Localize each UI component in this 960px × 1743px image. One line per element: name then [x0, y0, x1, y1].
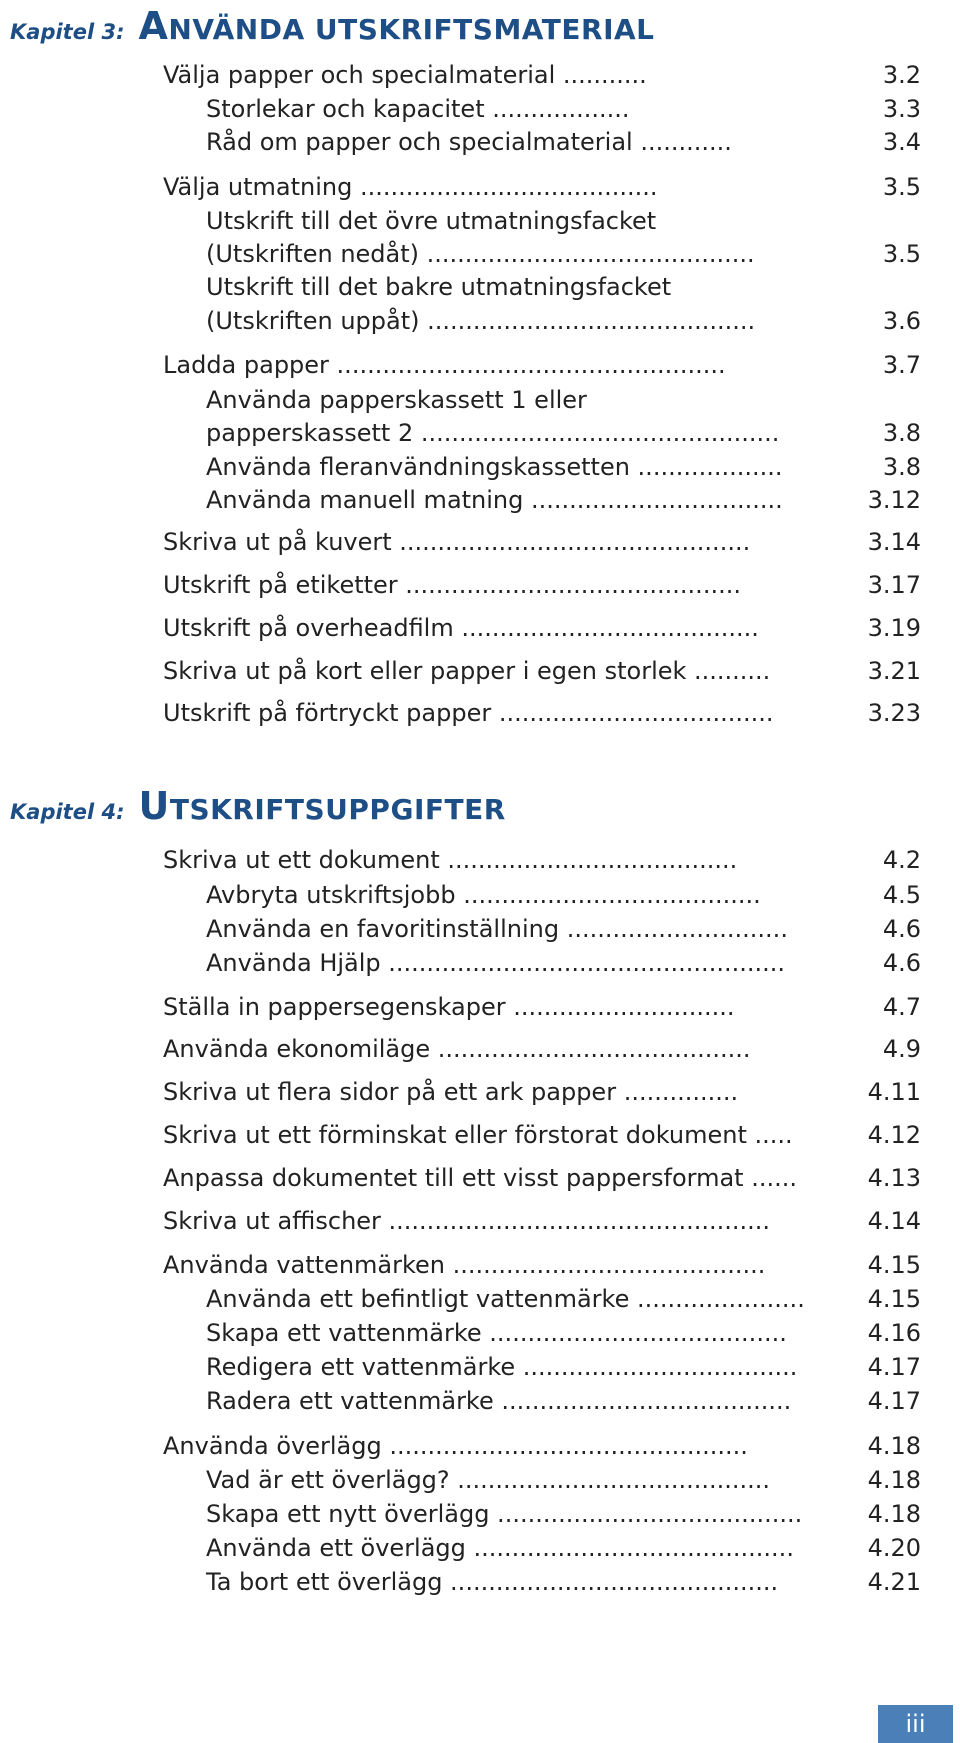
toc-entry: [206, 272, 921, 302]
toc-entry-text: Använda fleranvändningskassetten ...................: [206, 453, 783, 481]
toc-entry-text: Utskrift till det bakre utmatningsfacket: [206, 273, 672, 301]
toc-entry: [163, 527, 921, 557]
chapter-label: Kapitel 4:: [10, 800, 125, 824]
toc-entry-page: 3.19: [867, 614, 921, 642]
toc-entry-text: Använda ett befintligt vattenmärke ......................: [206, 1285, 805, 1313]
toc-entry-text: Skapa ett nytt överlägg ........................................: [206, 1500, 803, 1528]
toc-entry: [163, 1120, 921, 1150]
toc-entry-text: Använda Hjälp ....................................................: [206, 949, 785, 977]
toc-entry-page: 4.12: [867, 1121, 921, 1149]
toc-entry-page: 4.18: [867, 1466, 921, 1494]
toc-entry: [206, 94, 921, 124]
toc-entry-page: 3.2: [882, 61, 921, 89]
toc-entry: [163, 845, 921, 875]
toc-entry-text: Välja utmatning .......................................: [163, 173, 658, 201]
toc-entry-text: Använda överlägg ...............................................: [163, 1432, 748, 1460]
toc-entry: [206, 418, 921, 448]
toc-entry: [163, 1034, 921, 1064]
toc-entry: [163, 350, 921, 380]
toc-entry-text: Radera ett vattenmärke ......................................: [206, 1387, 792, 1415]
chapter-4-header: [0, 780, 960, 830]
toc-entry: [163, 698, 921, 728]
toc-entry-page: 3.4: [882, 128, 921, 156]
toc-entry-text: Utskrift till det övre utmatningsfacket: [206, 207, 657, 235]
toc-entry-text: Skriva ut ett dokument ......................................: [163, 846, 738, 874]
toc-entry-page: 4.18: [867, 1500, 921, 1528]
toc-entry: [163, 1206, 921, 1236]
toc-entry-text: Utskrift på förtryckt papper ....................................: [163, 699, 774, 727]
toc-entry-text: Utskrift på overheadfilm .......................................: [163, 614, 759, 642]
toc-entry-text: (Utskriften nedåt) ...........................................: [206, 240, 755, 268]
toc-entry-text: Ta bort ett överlägg ...........................................: [206, 1568, 779, 1596]
toc-entry-text: Använda vattenmärken .........................................: [163, 1251, 766, 1279]
toc-entry: [163, 613, 921, 643]
toc-entry-text: Ställa in pappersegenskaper .............................: [163, 993, 735, 1021]
toc-entry: [206, 1318, 921, 1348]
toc-entry-text: Vad är ett överlägg? .........................................: [206, 1466, 771, 1494]
toc-entry-text: Råd om papper och specialmaterial ............: [206, 128, 732, 156]
toc-entry: [163, 172, 921, 202]
chapter-title: ANVÄNDA UTSKRIFTSMATERIAL: [138, 4, 655, 48]
toc-entry-page: 4.21: [867, 1568, 921, 1596]
toc-entry-page: 3.23: [867, 699, 921, 727]
toc-entry-text: (Utskriften uppåt) ...........................................: [206, 307, 756, 335]
toc-entry: [163, 1250, 921, 1280]
toc-entry: [163, 570, 921, 600]
toc-entry-text: Använda papperskassett 1 eller: [206, 386, 587, 414]
toc-entry-page: 4.11: [867, 1078, 921, 1106]
toc-entry-page: 4.13: [867, 1164, 921, 1192]
toc-entry: [206, 1386, 921, 1416]
toc-entry-page: 3.12: [867, 486, 921, 514]
toc-entry-page: 3.8: [882, 419, 921, 447]
toc-entry-text: Använda manuell matning .................................: [206, 486, 783, 514]
toc-entry-page: 4.20: [867, 1534, 921, 1562]
toc-entry-text: Ladda papper ...................................................: [163, 351, 726, 379]
toc-entry-page: 4.5: [882, 881, 921, 909]
toc-entry-page: 4.15: [867, 1285, 921, 1313]
toc-entry-text: Storlekar och kapacitet ..................: [206, 95, 630, 123]
toc-entry-text: Använda ekonomiläge .........................................: [163, 1035, 751, 1063]
toc-entry: [206, 127, 921, 157]
toc-entry: [206, 948, 921, 978]
toc-entry: [206, 452, 921, 482]
toc-entry-page: 3.14: [867, 528, 921, 556]
toc-entry: [206, 206, 921, 236]
toc-entry-page: 3.17: [867, 571, 921, 599]
toc-entry: [206, 914, 921, 944]
toc-entry: [206, 1567, 921, 1597]
toc-entry-text: Skapa ett vattenmärke .......................................: [206, 1319, 787, 1347]
chapter-label: Kapitel 3:: [10, 20, 125, 44]
toc-entry-text: Utskrift på etiketter ............................................: [163, 571, 741, 599]
toc-entry-page: 4.15: [867, 1251, 921, 1279]
toc-entry-page: 3.8: [882, 453, 921, 481]
toc-entry-page: 4.7: [882, 993, 921, 1021]
toc-entry-text: Skriva ut ett förminskat eller förstorat dokument .....: [163, 1121, 793, 1149]
toc-entry-page: 4.16: [867, 1319, 921, 1347]
toc-entry: [206, 1352, 921, 1382]
toc-entry-text: Skriva ut flera sidor på ett ark papper ...............: [163, 1078, 739, 1106]
toc-entry-page: 4.17: [867, 1353, 921, 1381]
toc-entry-page: 3.7: [882, 351, 921, 379]
toc-entry-page: 4.6: [882, 915, 921, 943]
chapter-title: UTSKRIFTSUPPGIFTER: [138, 784, 506, 828]
toc-entry-page: 3.5: [882, 173, 921, 201]
toc-entry-text: Välja papper och specialmaterial ...........: [163, 61, 647, 89]
toc-entry: [163, 1077, 921, 1107]
toc-entry: [163, 1163, 921, 1193]
toc-entry-text: Använda en favoritinställning .............................: [206, 915, 788, 943]
toc-entry-page: 4.17: [867, 1387, 921, 1415]
toc-entry-text: papperskassett 2 ...............................................: [206, 419, 780, 447]
toc-entry: [206, 385, 921, 415]
toc-entry: [206, 239, 921, 269]
toc-entry-page: 3.5: [882, 240, 921, 268]
toc-entry-text: Avbryta utskriftsjobb .......................................: [206, 881, 761, 909]
chapter-3-header: [0, 0, 960, 48]
toc-entry: [163, 992, 921, 1022]
toc-entry-page: 4.18: [867, 1432, 921, 1460]
toc-entry-page: 4.14: [867, 1207, 921, 1235]
toc-entry: [163, 60, 921, 90]
toc-entry: [206, 1533, 921, 1563]
toc-entry-page: 3.3: [882, 95, 921, 123]
toc-entry: [206, 485, 921, 515]
toc-entry: [206, 1284, 921, 1314]
toc-entry-page: 3.21: [867, 657, 921, 685]
toc-entry: [206, 306, 921, 336]
toc-entry-page: 4.2: [882, 846, 921, 874]
toc-entry-text: Anpassa dokumentet till ett visst pappersformat ......: [163, 1164, 797, 1192]
toc-entry: [206, 1499, 921, 1529]
toc-entry-page: 3.6: [882, 307, 921, 335]
toc-entry-page: 4.9: [882, 1035, 921, 1063]
toc-entry-page: 4.6: [882, 949, 921, 977]
toc-entry-text: Skriva ut på kuvert ..............................................: [163, 528, 751, 556]
toc-entry: [163, 1431, 921, 1461]
toc-entry-text: Använda ett överlägg ..........................................: [206, 1534, 794, 1562]
toc-entry: [206, 1465, 921, 1495]
toc-entry: [206, 880, 921, 910]
toc-entry: [163, 656, 921, 686]
toc-entry-text: Skriva ut på kort eller papper i egen storlek ..........: [163, 657, 771, 685]
page-number-badge: iii: [878, 1705, 953, 1743]
toc-entry-text: Skriva ut affischer ..................................................: [163, 1207, 770, 1235]
toc-entry-text: Redigera ett vattenmärke ....................................: [206, 1353, 798, 1381]
